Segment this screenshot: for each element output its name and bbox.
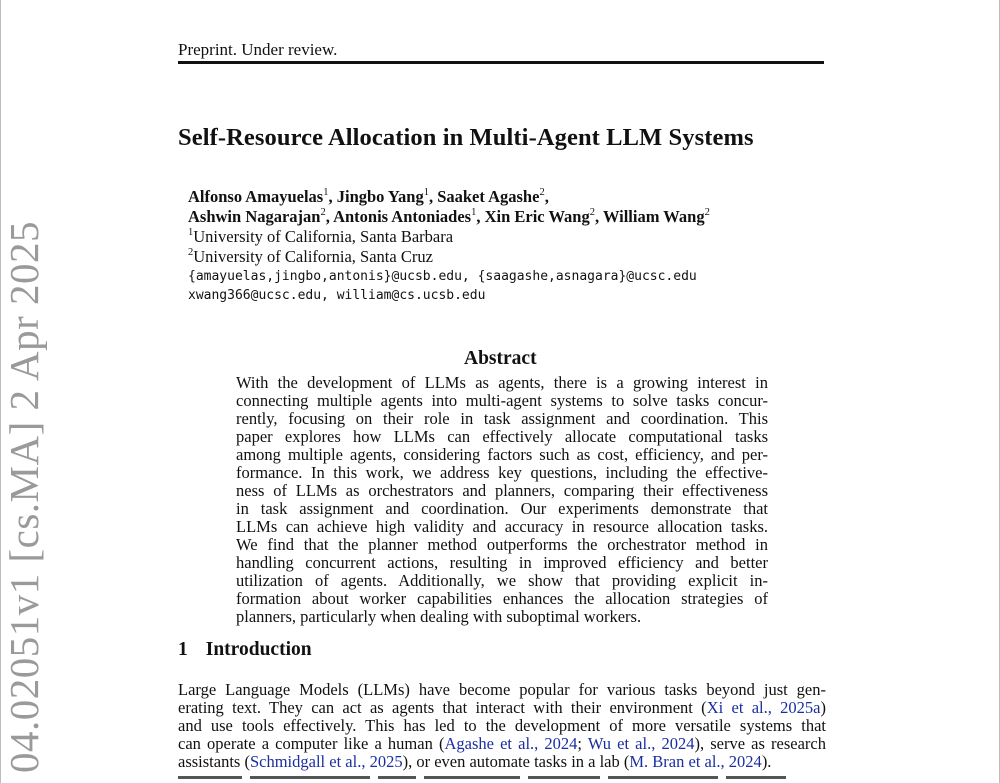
author-affiliation-mark: 1 <box>471 206 477 218</box>
intro-line: erating text. They can act as agents that interact with their environment (Xi et al., 2025a) <box>178 698 827 717</box>
section-heading-introduction <box>178 639 312 661</box>
author-line-2: Ashwin Nagarajan$^2$, Antonis Antoniades$^1$, Xin Eric Wang$^2$, William Wang$^2$ <box>188 206 710 226</box>
author-affiliation-mark: 2 <box>704 206 710 218</box>
author-name: Xin Eric Wang <box>484 207 590 226</box>
intro-line: Large Language Models (LLMs) have become popular for various tasks beyond just gen- <box>178 680 826 699</box>
author-affiliation-mark: 2 <box>320 206 326 218</box>
affiliation-name: University of California, Santa Cruz <box>193 247 433 266</box>
abstract-line: rently, focusing on their role in task assignment and coordination. This <box>236 409 768 428</box>
abstract-line: LLMs can achieve high validity and accuracy in resource allocation tasks. <box>236 517 768 536</box>
author-name: Jingbo Yang <box>336 187 424 206</box>
author-name: Alfonso Amayuelas <box>188 187 324 206</box>
author-affiliation-mark: 2 <box>589 206 595 218</box>
abstract-line: utilization of agents. Additionally, we show that providing explicit in- <box>236 571 768 590</box>
email-line: {amayuelas,jingbo,antonis}@ucsb.edu, {saagashe,asnagara}@ucsc.edu <box>188 269 697 284</box>
citation-link[interactable]: Xi et al., 2025a <box>706 698 821 717</box>
intro-line: can operate a computer like a human (Agashe et al., 2024; Wu et al., 2024), serve as research <box>178 734 826 753</box>
affiliation <box>188 247 710 267</box>
author-block <box>188 187 710 305</box>
abstract-line: in task assignment and coordination. Our experiments demonstrate that <box>236 499 768 518</box>
abstract-line: With the development of LLMs as agents, there is a growing interest in <box>236 373 768 392</box>
abstract-line: handling concurrent actions, resulting in improved efficiency and better <box>236 553 768 572</box>
abstract-line: formation about worker capabilities enhances the allocation strategies of <box>236 589 768 608</box>
section-number: 1 <box>178 639 188 660</box>
abstract-line: ness of LLMs as orchestrators and planners, comparing their effectiveness <box>236 481 768 500</box>
abstract-line: formance. In this work, we address key questions, including the effective- <box>236 463 768 482</box>
header-rule <box>178 61 824 64</box>
author-name: Saaket Agashe <box>437 187 540 206</box>
arxiv-identifier-stamp: 04.02051v1 [cs.MA] 2 Apr 2025 <box>1 220 47 773</box>
email-line: xwang366@ucsc.edu, william@cs.ucsb.edu <box>188 288 486 303</box>
affiliation <box>188 227 710 247</box>
affiliation-mark: 2 <box>188 246 194 258</box>
author-emails <box>188 267 710 305</box>
section-title: Introduction <box>205 639 312 660</box>
abstract-line: connecting multiple agents into multi-agent systems to solve tasks concur- <box>236 391 768 410</box>
intro-line: and use tools effectively. This has led to the development of more versatile systems that <box>178 716 826 735</box>
introduction-body <box>178 681 826 771</box>
intro-line: assistants (Schmidgall et al., 2025), or even automate tasks in a lab (M. Bran et al., 2024). <box>178 752 772 771</box>
author-name: Ashwin Nagarajan <box>188 207 321 226</box>
affiliation-mark: 1 <box>188 226 194 238</box>
author-line-1: Alfonso Amayuelas$^1$, Jingbo Yang$^1$, Saaket Agashe$^2$, <box>188 186 549 206</box>
cut-off-text-line <box>178 776 826 783</box>
author-affiliation-mark: 1 <box>323 186 329 198</box>
author-name: William Wang <box>602 207 705 226</box>
author-affiliation-mark: 1 <box>423 186 429 198</box>
affiliations <box>188 227 710 267</box>
abstract-heading: Abstract <box>464 348 537 369</box>
abstract-line: We find that the planner method outperforms the orchestrator method in <box>236 535 768 554</box>
citation-link[interactable]: Wu et al., 2024 <box>587 734 695 753</box>
citation-link[interactable]: M. Bran et al., 2024 <box>629 752 762 771</box>
author-affiliation-mark: 2 <box>539 186 545 198</box>
paper-title: Self-Resource Allocation in Multi-Agent LLM Systems <box>178 124 754 151</box>
author-name: Antonis Antoniades <box>333 207 472 226</box>
abstract-line: planners, particularly when dealing with suboptimal workers. <box>236 607 642 626</box>
affiliation-name: University of California, Santa Barbara <box>193 227 454 246</box>
abstract-body <box>236 374 768 626</box>
citation-link[interactable]: Schmidgall et al., 2025 <box>249 752 403 771</box>
citation-link[interactable]: Agashe et al., 2024 <box>444 734 578 753</box>
abstract-line: among multiple agents, considering factors such as cost, efficiency, and per- <box>236 445 768 464</box>
preprint-note: Preprint. Under review. <box>178 40 338 59</box>
abstract-line: paper explores how LLMs can effectively allocate computational tasks <box>236 427 768 446</box>
